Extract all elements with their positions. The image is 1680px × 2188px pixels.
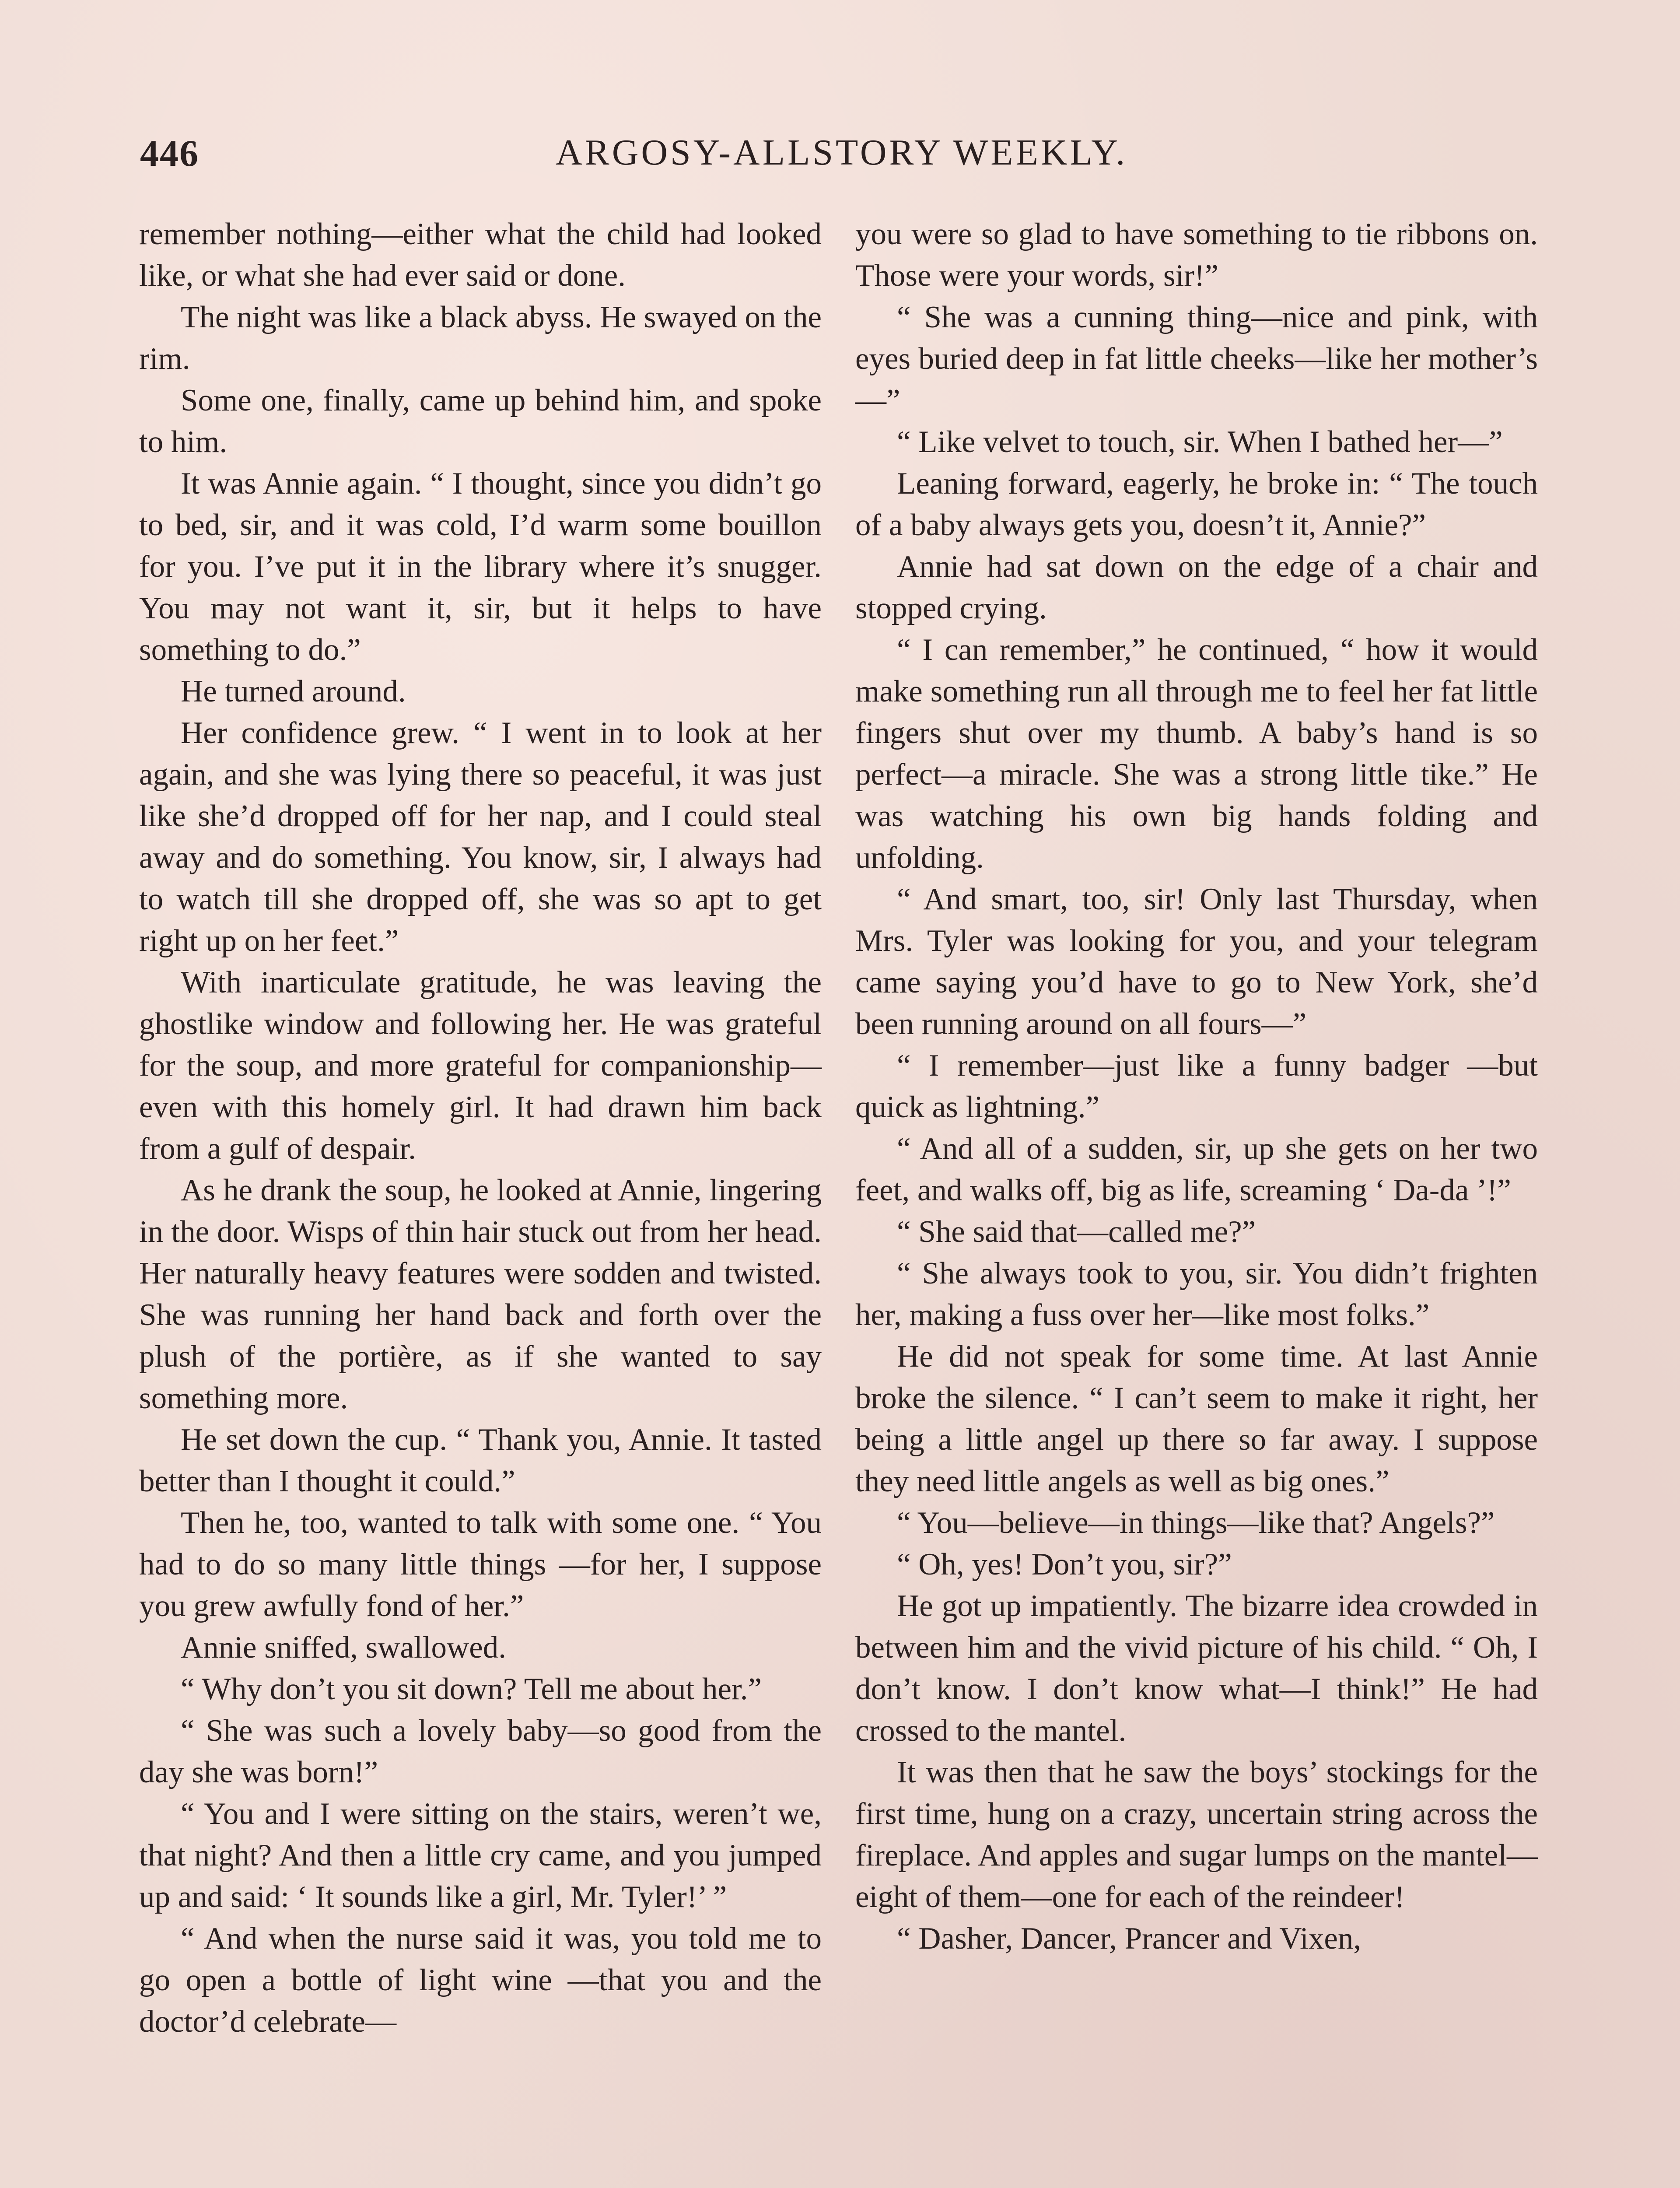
paragraph: It was Annie again. “ I thought, since you didn’t go to bed, sir, and it was cold, I’d warm some bouillon for you. I’ve put it in the library where it’s snugger. You may not want it, sir, but it helps to have something to do.”	[139, 466, 822, 667]
paragraph: Leaning forward, eagerly, he broke in: “ The touch of a baby always gets you, doesn’t it, Annie?”	[855, 466, 1538, 542]
paragraph: “ She always took to you, sir. You didn’t frighten her, making a fuss over her—like most folks.”	[855, 1256, 1538, 1332]
paragraph: “ Oh, yes! Don’t you, sir?”	[897, 1547, 1232, 1581]
paragraph: “ She was such a lovely baby—so good from the day she was born!”	[139, 1714, 822, 1789]
paragraph: you were so glad to have something to tie ribbons on. Those were your words, sir!”	[855, 217, 1538, 293]
paragraph: He turned around.	[181, 674, 406, 708]
paragraph: “ I remember—just like a funny badger —but quick as lightning.”	[855, 1048, 1538, 1124]
paragraph: Some one, finally, came up behind him, and spoke to him.	[139, 383, 822, 459]
paragraph: remember nothing—either what the child had looked like, or what she had ever said or done.	[139, 217, 822, 293]
page-number: 446	[140, 132, 199, 174]
right-column	[855, 214, 1538, 1960]
paragraph: He got up impatiently. The bizarre idea crowded in between him and the vivid picture of his child. “ Oh, I don’t know. I don’t know what—I think!” He had crossed to the mantel.	[855, 1589, 1538, 1748]
paragraph: “ And all of a sudden, sir, up she gets on her two feet, and walks off, big as life, screaming ‘ Da-da ’!”	[855, 1132, 1538, 1207]
paragraph: “ She was a cunning thing—nice and pink, with eyes buried deep in fat little cheeks—like her mother’s—”	[855, 300, 1538, 417]
paragraph: “ And when the nurse said it was, you told me to go open a bottle of light wine —that you and the doctor’d celebrate—	[139, 1922, 822, 2039]
paragraph: As he drank the soup, he looked at Annie, lingering in the door. Wisps of thin hair stuck out from her head. Her naturally heavy features were sodden and twisted. She was running her hand back and forth over the plush of the portière, as if she wanted to say something more.	[139, 1173, 822, 1415]
paragraph: With inarticulate gratitude, he was leaving the ghostlike window and following her. He was grateful for the soup, and more grateful for companionship—even with this homely girl. It had drawn him back from a gulf of despair.	[139, 965, 822, 1166]
paragraph: Annie had sat down on the edge of a chair and stopped crying.	[855, 550, 1538, 625]
paragraph: Then he, too, wanted to talk with some one. “ You had to do so many little things —for her, I suppose you grew awfully fond of her.”	[139, 1506, 822, 1623]
paragraph: “ And smart, too, sir! Only last Thursday, when Mrs. Tyler was looking for you, and your telegram came saying you’d have to go to New York, she’d been running around on all fours—”	[855, 882, 1538, 1041]
paragraph: “ Why don’t you sit down? Tell me about her.”	[181, 1672, 762, 1706]
paragraph: Annie sniffed, swallowed.	[181, 1630, 507, 1665]
left-column	[139, 214, 822, 2043]
paragraph: “ Like velvet to touch, sir. When I bathed her—”	[897, 425, 1503, 459]
page-header	[140, 131, 1540, 184]
paragraph: “ I can remember,” he continued, “ how it would make something run all through me to feel her fat little fingers shut over my thumb. A baby’s hand is so perfect—a miracle. She was a strong little tike.” He was watching his own big hands folding and unfolding.	[855, 633, 1538, 875]
paragraph: “ Dasher, Dancer, Prancer and Vixen,	[897, 1922, 1362, 1956]
paragraph: He set down the cup. “ Thank you, Annie. It tasted better than I thought it could.”	[139, 1423, 822, 1498]
paragraph: “ You and I were sitting on the stairs, weren’t we, that night? And then a little cry came, and you jumped up and said: ‘ It sounds like a girl, Mr. Tyler!’ ”	[139, 1797, 822, 1914]
paragraph: “ She said that—called me?”	[897, 1215, 1256, 1249]
paragraph: Her confidence grew. “ I went in to look at her again, and she was lying there so peaceful, it was just like she’d dropped off for her nap, and I could steal away and do something. You know, sir, I always had to watch till she dropped off, she was so apt to get right up on her feet.”	[139, 716, 822, 958]
paragraph: The night was like a black abyss. He swayed on the rim.	[139, 300, 822, 376]
running-head: ARGOSY-ALLSTORY WEEKLY.	[556, 132, 1128, 173]
paragraph: “ You—believe—in things—like that? Angels?”	[897, 1506, 1495, 1540]
paragraph: He did not speak for some time. At last Annie broke the silence. “ I can’t seem to make it right, her being a little angel up there so far away. I suppose they need little angels as well as big ones.”	[855, 1339, 1538, 1498]
paragraph: It was then that he saw the boys’ stockings for the first time, hung on a crazy, uncertain string across the fireplace. And apples and sugar lumps on the mantel—eight of them—one for each of the reindeer!	[855, 1755, 1538, 1914]
